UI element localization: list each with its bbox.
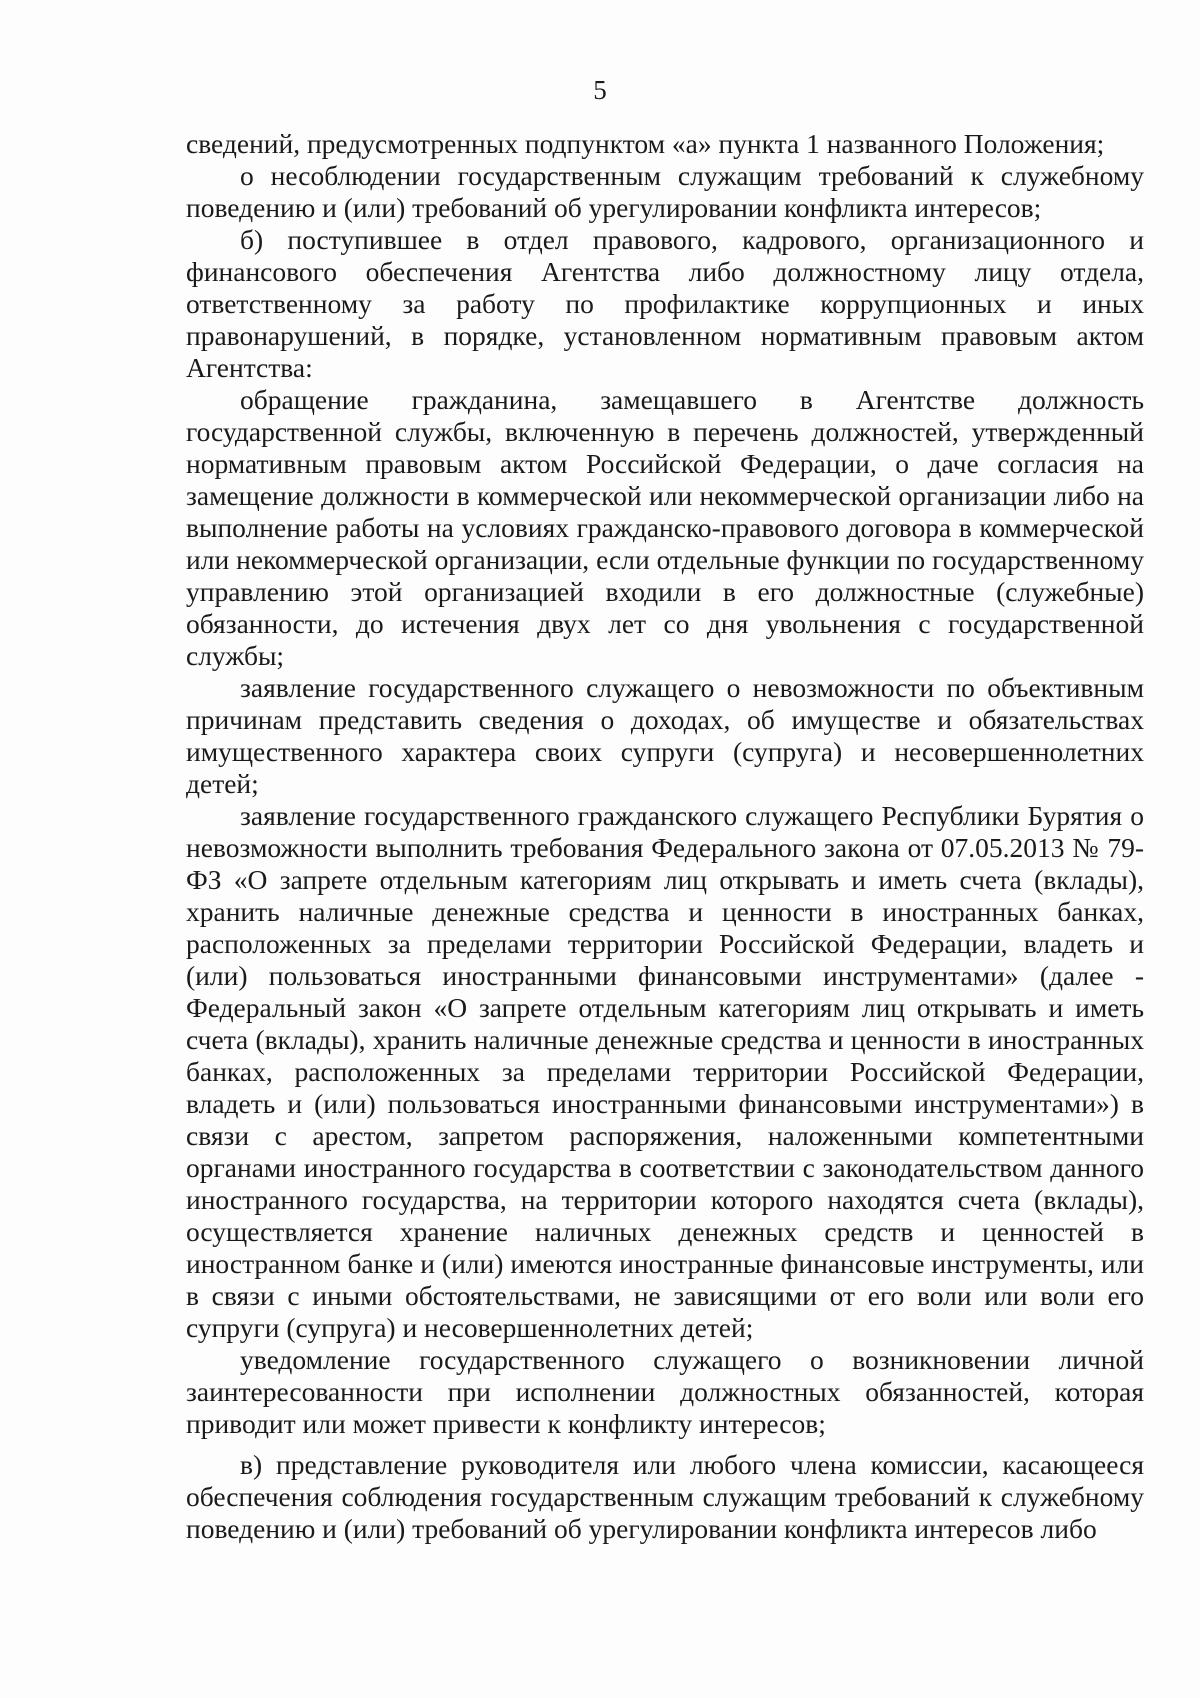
paragraph-noncompliance: о несоблюдении государственным служащим требований к служебному поведению и (или) требований об урегулировании конфликта интересов;	[186, 160, 1144, 223]
paragraph-income-statement: заявление государственного служащего о невозможности по объективным причинам представить сведения о доходах, об имуществе и обязательствах имущественного характера своих супруги (супруга) и несовершеннолетних детей;	[186, 672, 1144, 799]
paragraph-foreign-accounts: заявление государственного гражданского служащего Республики Бурятия о невозможности выполнить требования Федерального закона от 07.05.2013 № 79-ФЗ «О запрете отдельным категориям лиц открывать и иметь счета (вклады), хранить наличные денежные средства и ценности в иностранных банках, расположенных за пределами территории Российской Федерации, владеть и (или) пользоваться иностранными финансовыми инструментами» (далее - Федеральный закон «О запрете отдельным категориям лиц открывать и иметь счета (вклады), хранить наличные денежные средства и ценности в иностранных банках, расположенных за пределами территории Российской Федерации, владеть и (или) пользоваться иностранными финансовыми инструментами») в связи с арестом, запретом распоряжения, наложенными компетентными органами иностранного государства в соответствии с законодательством данного иностранного государства, на территории которого находятся счета (вклады), осуществляется хранение наличных денежных средств и ценностей в иностранном банке и (или) имеются иностранные финансовые инструменты, или в связи с иными обстоятельствами, не зависящими от его воли или воли его супруги (супруга) и несовершеннолетних детей;	[186, 800, 1144, 1343]
paragraph-item-v: в) представление руководителя или любого члена комиссии, касающееся обеспечения соблюдения государственным служащим требований к служебному поведению и (или) требований об урегулировании конфликта интересов либо	[186, 1449, 1144, 1544]
paragraph-continuation: сведений, предусмотренных подпунктом «а» пункта 1 названного Положения;	[186, 128, 1105, 159]
page-number: 5	[593, 75, 607, 105]
paragraph-conflict-notice: уведомление государственного служащего о возникновении личной заинтересованности при исполнении должностных обязанностей, которая приводит или может привести к конфликту интересов;	[186, 1344, 1144, 1439]
document-body	[186, 128, 1144, 1545]
paragraph-item-b: б) поступившее в отдел правового, кадрового, организационного и финансового обеспечения Агентства либо должностному лицу отдела, ответственному за работу по профилактике коррупционных и иных правонарушений, в порядке, установленном нормативным правовым актом Агентства:	[186, 224, 1144, 383]
paragraph-citizen-appeal: обращение гражданина, замещавшего в Агентстве должность государственной службы, включенную в перечень должностей, утвержденный нормативным правовым актом Российской Федерации, о даче согласия на замещение должности в коммерческой или некоммерческой организации либо на выполнение работы на условиях гражданско-правового договора в коммерческой или некоммерческой организации, если отдельные функции по государственному управлению этой организацией входили в его должностные (служебные) обязанности, до истечения двух лет со дня увольнения с государственной службы;	[186, 384, 1144, 671]
